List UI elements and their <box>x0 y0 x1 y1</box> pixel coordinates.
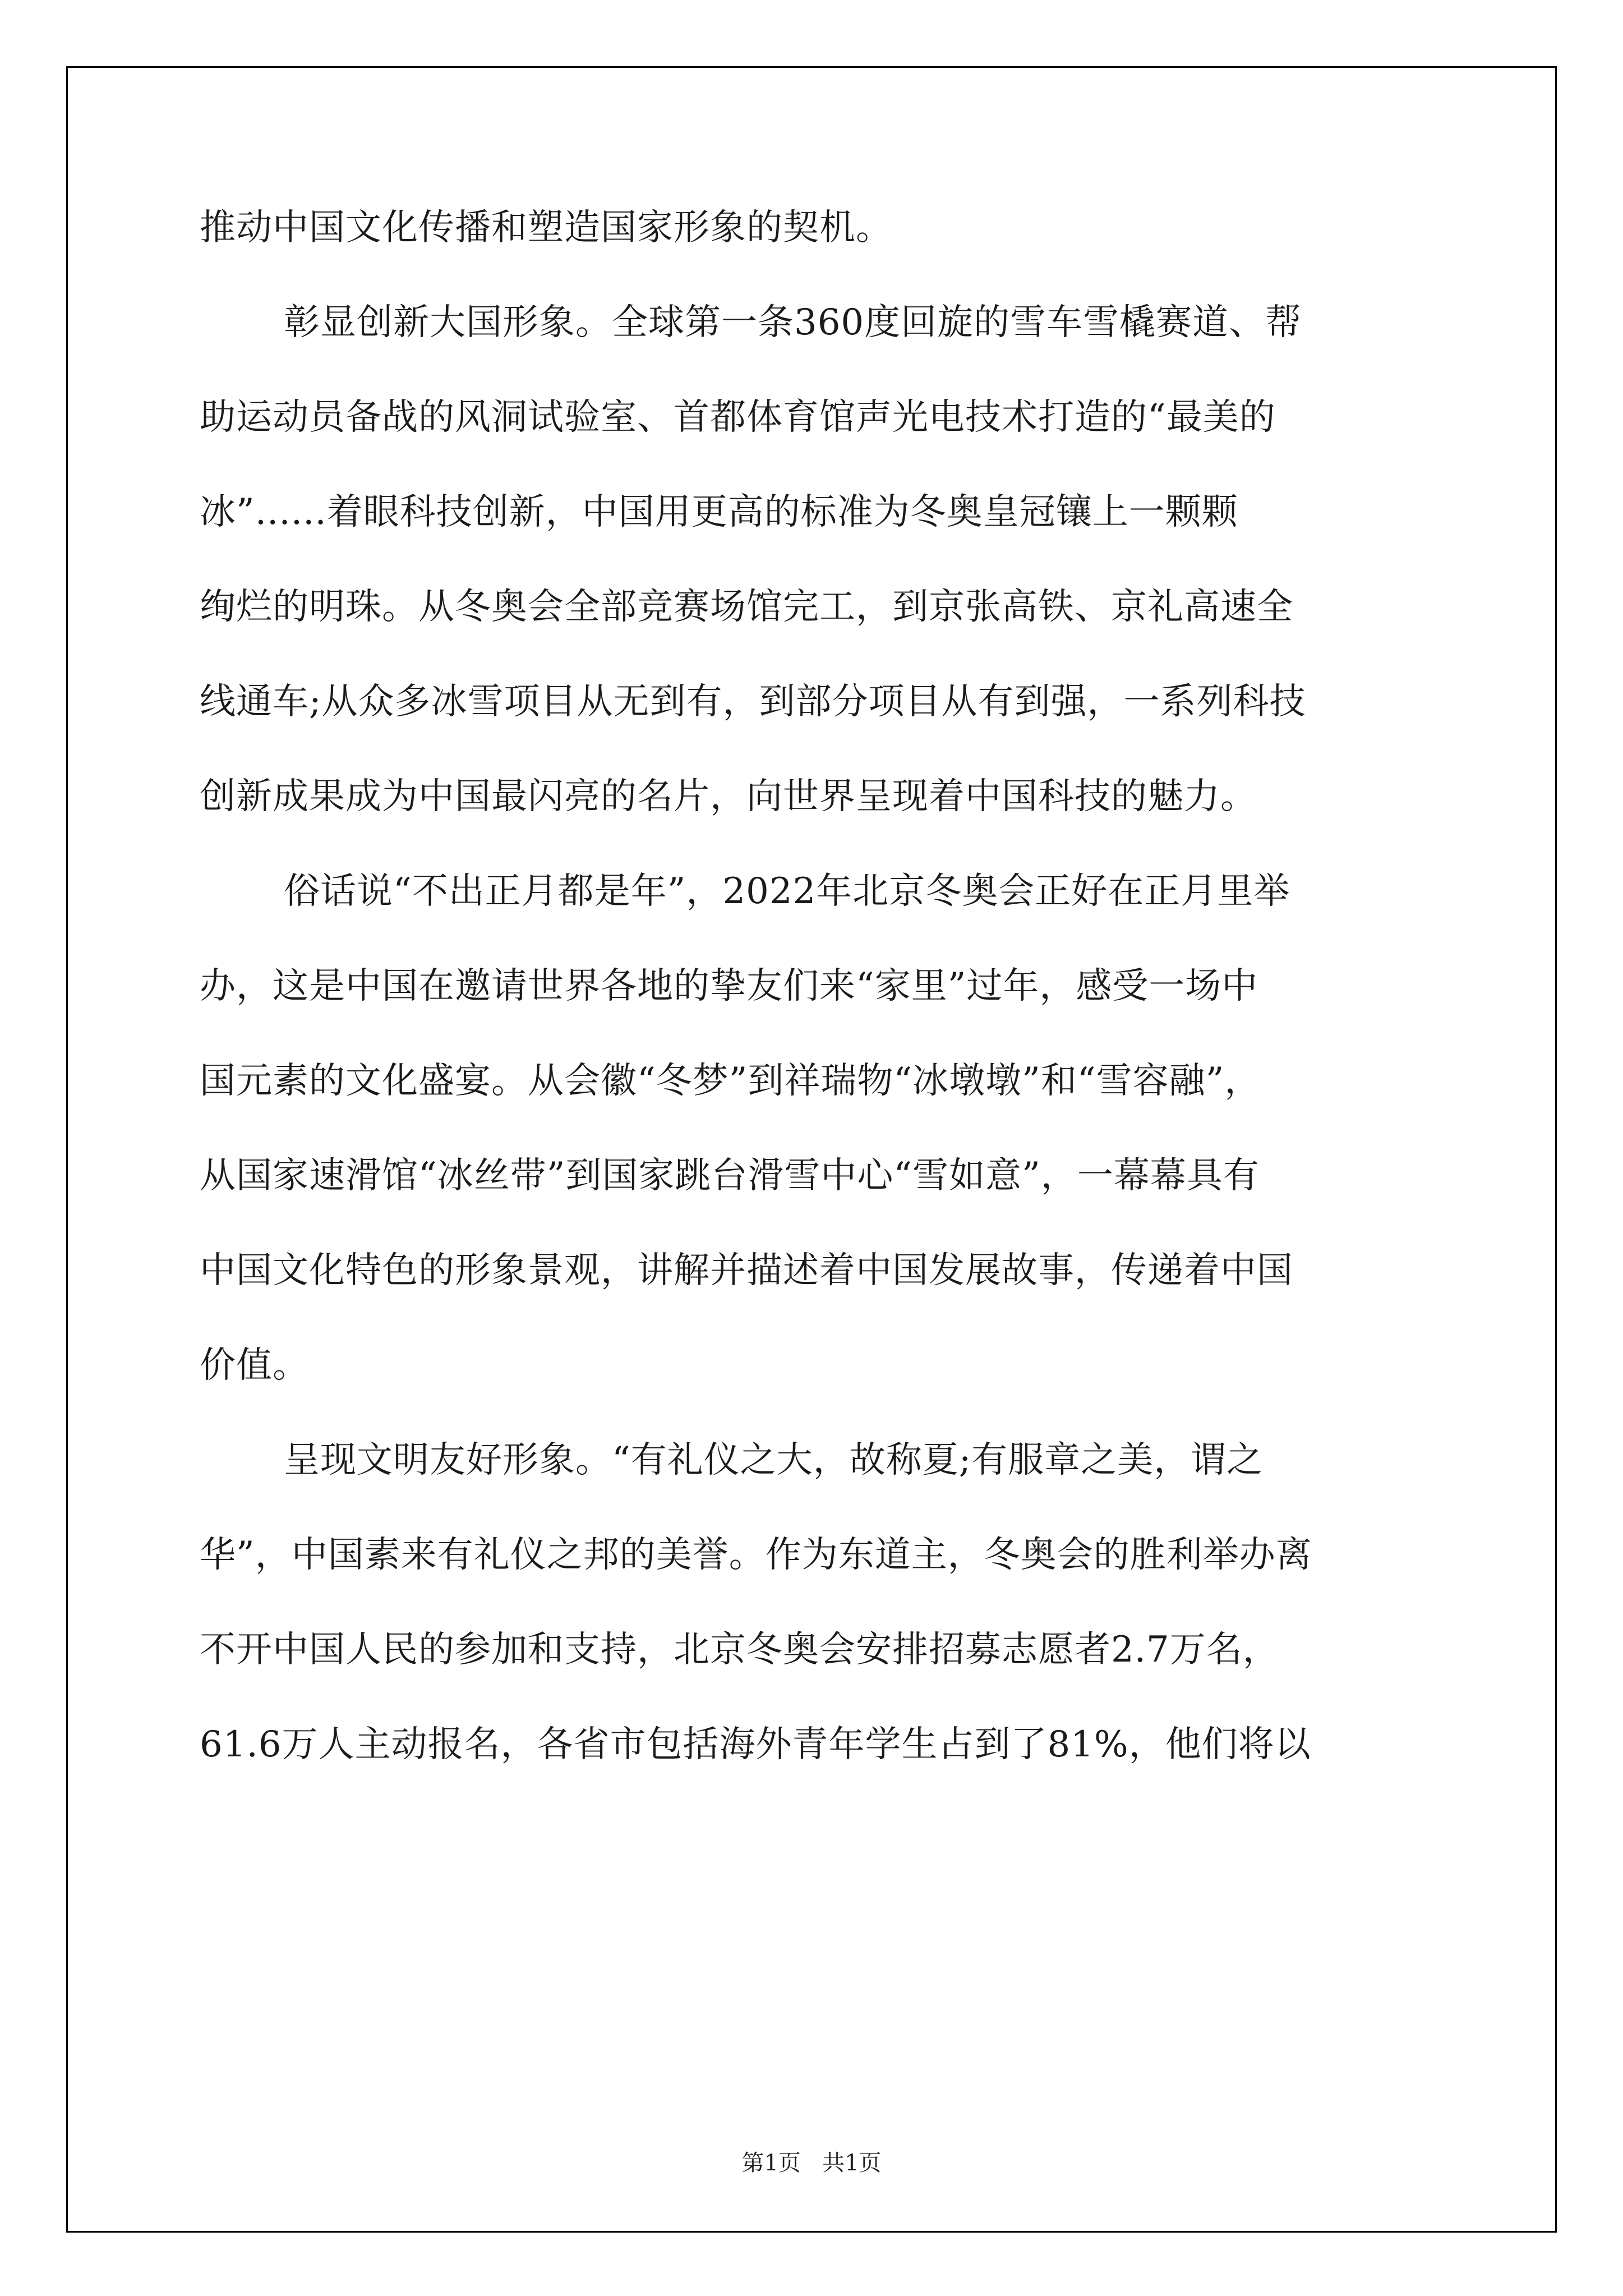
text-line: 华”，中国素来有礼仪之邦的美誉。作为东道主，冬奥会的胜利举办离 <box>200 1534 1312 1576</box>
page-number: 第1页 <box>741 2150 801 2176</box>
text-line: 价值。 <box>200 1345 309 1386</box>
text-line: 推动中国文化传播和塑造国家形象的契机。 <box>200 207 892 249</box>
paragraph-start-line: 呈现文明友好形象。“有礼仪之大，故称夏;有服章之美，谓之 <box>284 1439 1264 1481</box>
text-line: 线通车;从众多冰雪项目从无到有，到部分项目从有到强，一系列科技 <box>200 681 1306 723</box>
text-line: 冰”......着眼科技创新，中国用更高的标准为冬奥皇冠镶上一颗颗 <box>200 491 1238 533</box>
paragraph-start-line: 彰显创新大国形象。全球第一条360度回旋的雪车雪橇赛道、帮 <box>284 302 1302 343</box>
paragraph-start-line: 俗话说“不出正月都是年”，2022年北京冬奥会正好在正月里举 <box>284 871 1290 912</box>
text-line: 创新成果成为中国最闪亮的名片，向世界呈现着中国科技的魅力。 <box>200 776 1257 817</box>
text-line: 中国文化特色的形象景观，讲解并描述着中国发展故事，传递着中国 <box>200 1250 1293 1291</box>
text-line: 绚烂的明珠。从冬奥会全部竞赛场馆完工，到京张高铁、京礼高速全 <box>200 586 1293 628</box>
text-line: 国元素的文化盛宴。从会徽“冬梦”到祥瑞物“冰墩墩”和“雪容融”， <box>200 1060 1261 1102</box>
text-line: 从国家速滑馆“冰丝带”到国家跳台滑雪中心“雪如意”，一幕幕具有 <box>200 1155 1260 1197</box>
text-line: 不开中国人民的参加和支持，北京冬奥会安排招募志愿者2.7万名， <box>200 1629 1279 1671</box>
document-body <box>200 181 1484 1792</box>
text-line: 办，这是中国在邀请世界各地的挚友们来“家里”过年，感受一场中 <box>200 965 1258 1007</box>
text-line: 助运动员备战的风洞试验室、首都体育馆声光电技术打造的“最美的 <box>200 397 1276 438</box>
text-line: 61.6万人主动报名，各省市包括海外青年学生占到了81%，他们将以 <box>200 1724 1311 1765</box>
page-footer <box>0 2145 1623 2177</box>
page-total: 共1页 <box>822 2150 882 2176</box>
